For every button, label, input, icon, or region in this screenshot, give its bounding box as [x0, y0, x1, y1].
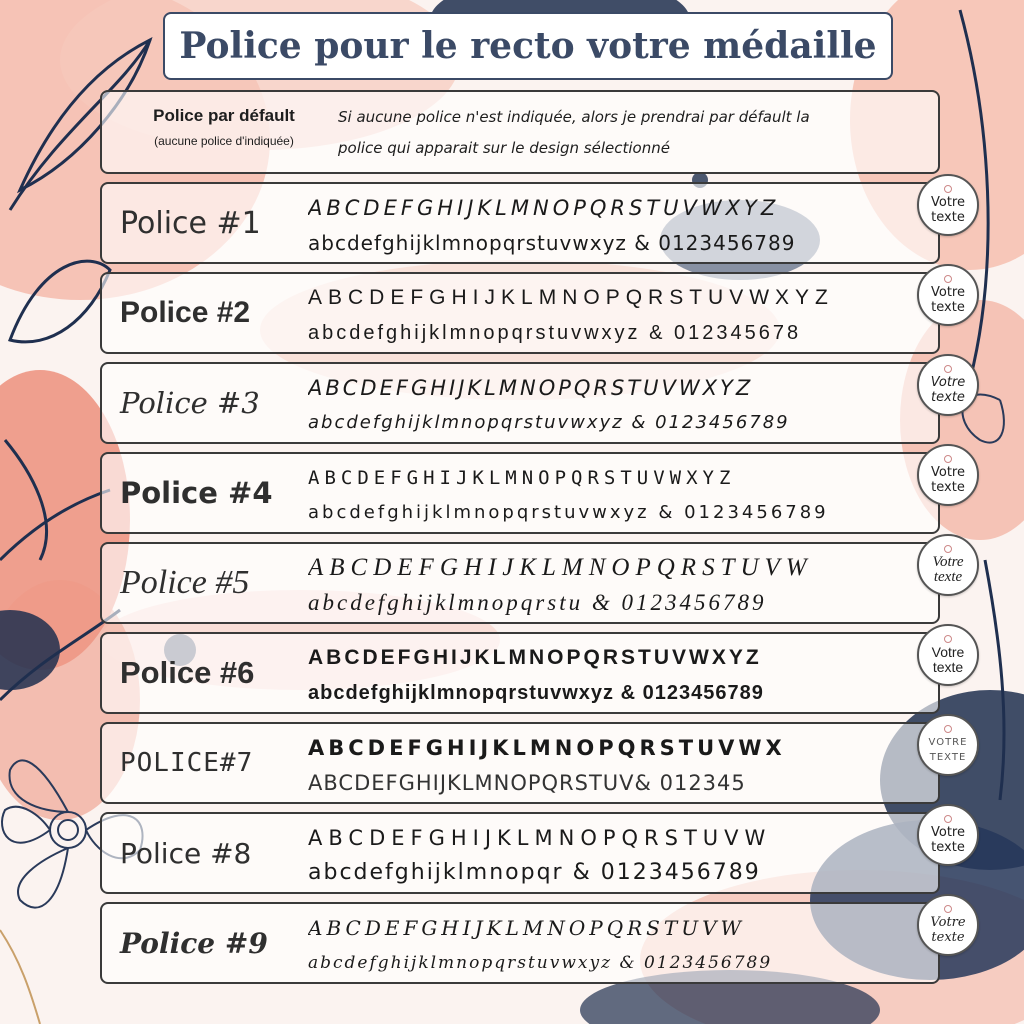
- font-label: Police #4: [120, 476, 273, 510]
- lowercase-sample: ABCDEFGHIJKLMNOPQRSTUV& 012345: [308, 771, 746, 795]
- font-row-2: [100, 272, 940, 354]
- badge-hole: [944, 185, 952, 193]
- badge-line2: texte: [933, 569, 963, 585]
- uppercase-sample: ABCDEFGHIJKLMNOPQRSTUVW: [308, 916, 746, 940]
- font-label: POLICE#7: [120, 748, 254, 778]
- badge-line2: texte: [931, 210, 965, 225]
- uppercase-sample: ABCDEFGHIJKLMNOPQRSTUVWXYZ: [308, 646, 762, 669]
- uppercase-sample: ABCDEFGHIJKLMNOPQRSTUVW: [308, 826, 772, 850]
- font-label: Police #6: [120, 655, 255, 690]
- badge-line1: Votre: [930, 915, 966, 930]
- badge-hole: [944, 365, 952, 373]
- default-font-subtitle: (aucune police d'indiquée): [154, 134, 294, 148]
- badge-line1: Votre: [931, 195, 965, 210]
- badge-line2: texte: [931, 390, 965, 405]
- uppercase-sample: ABCDEFGHIJKLMNOPQRSTUVW: [308, 554, 813, 581]
- default-font-description-line2: police qui apparait sur le design sélectionné: [338, 139, 670, 157]
- lowercase-sample: abcdefghijklmnopqrstuvwxyz & 0123456789: [308, 502, 829, 523]
- font-row-3: [100, 362, 940, 444]
- badge-hole: [944, 635, 952, 643]
- font-row-8: [100, 812, 940, 894]
- badge-line2: texte: [931, 480, 965, 495]
- badge-line2: texte: [931, 300, 965, 315]
- font-row-7: [100, 722, 940, 804]
- uppercase-sample: ABCDEFGHIJKLMNOPQRSTUVWXYZ: [308, 286, 834, 309]
- badge-line2: texte: [932, 659, 964, 675]
- lowercase-sample: abcdefghijklmnopqrstuvwxyz & 0123456789: [308, 412, 790, 433]
- lowercase-sample: abcdefghijklmnopqrstuvwxyz & 012345678: [308, 322, 802, 344]
- default-font-title: Police par défault: [153, 106, 295, 125]
- votre-texte-badge: [917, 354, 979, 416]
- font-row-6: [100, 632, 940, 714]
- font-label: Police #9: [120, 926, 268, 960]
- font-row-9: [100, 902, 940, 984]
- uppercase-sample: ABCDEFGHIJKLMNOPQRSTUVWXYZ: [308, 196, 780, 220]
- title-banner: [163, 12, 893, 80]
- votre-texte-badge: [917, 264, 979, 326]
- badge-line1: VOTRE: [928, 737, 968, 748]
- lowercase-sample: abcdefghijklmnopqrstu & 0123456789: [308, 590, 767, 615]
- badge-line1: Votre: [931, 644, 965, 660]
- font-label: Police #2: [120, 296, 251, 329]
- badge-line1: Votre: [931, 825, 965, 840]
- votre-texte-badge: [917, 624, 979, 686]
- badge-hole: [944, 455, 952, 463]
- votre-texte-badge: [917, 534, 979, 596]
- default-font-description: [338, 102, 928, 164]
- lowercase-sample: abcdefghijklmnopqr & 0123456789: [308, 860, 761, 885]
- badge-line2: texte: [931, 840, 965, 855]
- votre-texte-badge: [917, 174, 979, 236]
- votre-texte-badge: [917, 894, 979, 956]
- badge-line1: Votre: [931, 285, 965, 300]
- uppercase-sample: ABCDEFGHIJKLMNOPQRSTUVWX: [308, 736, 786, 760]
- font-row-4: [100, 452, 940, 534]
- default-font-row: [100, 90, 940, 174]
- badge-hole: [944, 545, 952, 553]
- badge-line2: TEXTE: [929, 752, 967, 763]
- font-label: Police #8: [120, 836, 252, 870]
- badge-hole: [944, 905, 952, 913]
- badge-line1: Votre: [930, 375, 966, 390]
- votre-texte-badge: [917, 804, 979, 866]
- default-font-description-line1: Si aucune police n'est indiquée, alors je prendrai par défault la: [338, 108, 810, 126]
- votre-texte-badge: [917, 714, 979, 776]
- default-font-label: [124, 106, 324, 148]
- badge-line1: Votre: [931, 465, 965, 480]
- badge-line1: Votre: [932, 554, 964, 570]
- uppercase-sample: ABCDEFGHIJKLMNOPQRSTUVWXYZ: [308, 467, 736, 489]
- badge-line2: texte: [931, 930, 965, 945]
- votre-texte-badge: [917, 444, 979, 506]
- page-title: Police pour le recto votre médaille: [179, 25, 877, 67]
- badge-hole: [944, 815, 952, 823]
- font-label: Police #5: [120, 564, 250, 601]
- uppercase-sample: ABCDEFGHIJKLMNOPQRSTUVWXYZ: [308, 376, 754, 400]
- badge-hole: [944, 275, 952, 283]
- lowercase-sample: abcdefghijklmnopqrstuvwxyz & 0123456789: [308, 231, 796, 255]
- lowercase-sample: abcdefghijklmnopqrstuvwxyz & 0123456789: [308, 682, 764, 704]
- badge-hole: [944, 725, 952, 733]
- font-label: Police #3: [120, 386, 260, 420]
- font-row-1: [100, 182, 940, 264]
- lowercase-sample: abcdefghijklmnopqrstuvwxyz & 0123456789: [308, 953, 773, 973]
- font-label: Police #1: [120, 205, 261, 241]
- font-row-5: [100, 542, 940, 624]
